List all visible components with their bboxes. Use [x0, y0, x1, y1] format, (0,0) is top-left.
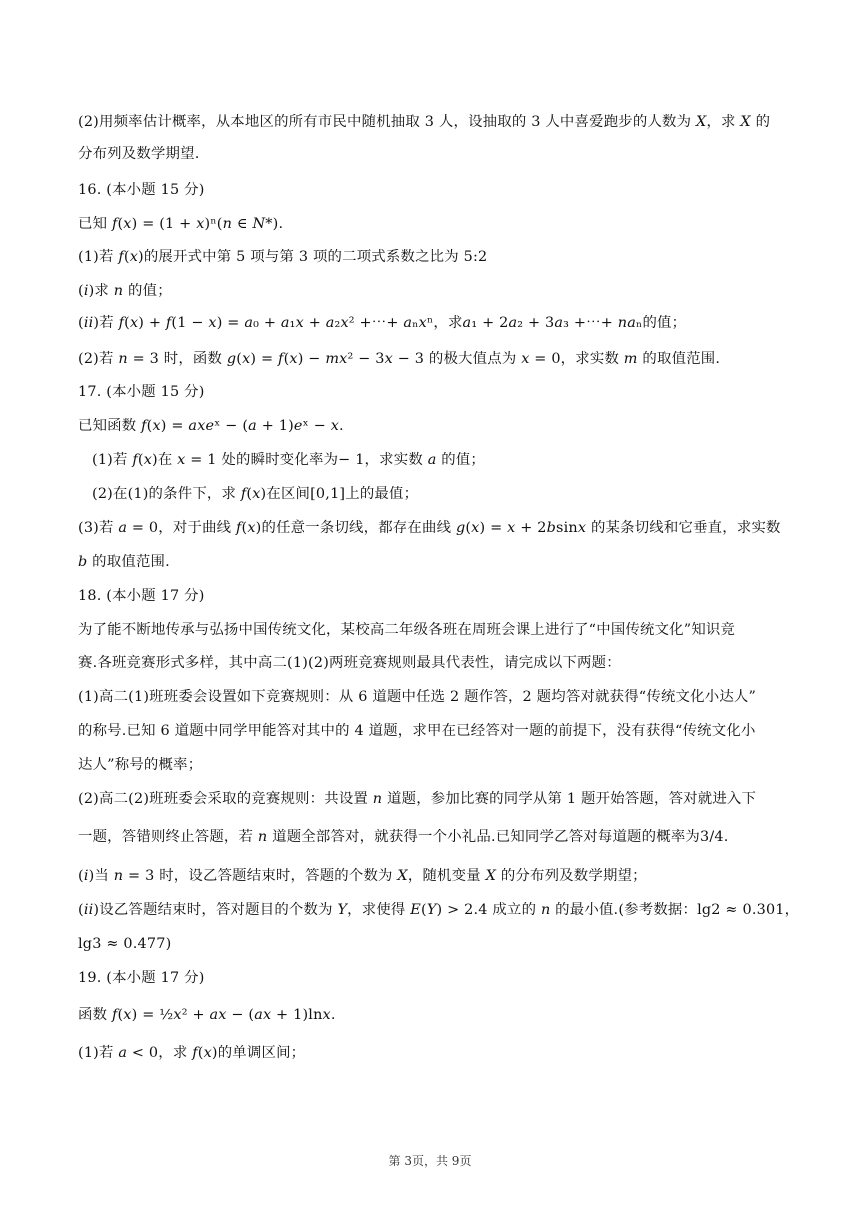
text-line: 分布列及数学期望.	[78, 146, 200, 162]
text-line: 函数 𝑓(𝑥) = ½𝑥² + 𝑎𝑥 − (𝑎𝑥 + 1)ln𝑥.	[78, 1007, 336, 1023]
text-line: (1)若 𝑓(𝑥)在 𝑥 = 1 处的瞬时变化率为− 1，求实数 𝑎 的值；	[92, 452, 486, 468]
text-line: (2)高二(2)班班委会采取的竞赛规则：共设置 𝑛 道题，参加比赛的同学从第 1 题开始答题，答对就进入下	[78, 791, 757, 807]
question-heading: 17. (本小题 15 分)	[78, 384, 205, 400]
text-line: 赛.各班竞赛形式多样，其中高二(1)(2)两班竞赛规则最具代表性，请完成以下两题：	[78, 655, 621, 671]
question-heading: 19. (本小题 17 分)	[78, 970, 205, 986]
text-line: (1)若 𝑎 < 0，求 𝑓(𝑥)的单调区间；	[78, 1045, 306, 1061]
text-line: 达人”称号的概率；	[78, 757, 203, 773]
text-line: (𝑖𝑖)若 𝑓(𝑥) + 𝑓(1 − 𝑥) = 𝑎₀ + 𝑎₁𝑥 + 𝑎₂𝑥² +⋯+ 𝑎ₙ𝑥ⁿ，求𝑎₁ + 2𝑎₂ + 3𝑎₃ +⋯+ 𝑛𝑎ₙ的值；	[78, 315, 687, 331]
question-heading: 16. (本小题 15 分)	[78, 182, 205, 198]
text-line: (𝑖)求 𝑛 的值；	[78, 283, 172, 299]
text-line: (3)若 𝑎 = 0，对于曲线 𝑓(𝑥)的任意一条切线，都存在曲线 𝑔(𝑥) = 𝑥 + 2𝑏sin𝑥 的某条切线和它垂直，求实数	[78, 520, 781, 536]
text-line: 的称号.已知 6 道题中同学甲能答对其中的 4 道题，求甲在已经答对一题的前提下，没有获得“传统文化小	[78, 723, 756, 739]
text-line: (2)在(1)的条件下，求 𝑓(𝑥)在区间[0,1]上的最值；	[92, 486, 419, 502]
text-line: (𝑖𝑖)设乙答题结束时，答对题目的个数为 𝑌，求使得 𝐸(𝑌) > 2.4 成立的 𝑛 的最小值.(参考数据：lg2 ≈ 0.301，	[78, 902, 800, 918]
text-line: 已知函数 𝑓(𝑥) = 𝑎𝑥𝑒ˣ − (𝑎 + 1)𝑒ˣ − 𝑥.	[78, 418, 344, 434]
text-line: 已知 𝑓(𝑥) = (1 + 𝑥)ⁿ(𝑛 ∈ 𝑁*).	[78, 216, 284, 232]
question-heading: 18. (本小题 17 分)	[78, 588, 205, 604]
text-line: (1)若 𝑓(𝑥)的展开式中第 5 项与第 3 项的二项式系数之比为 5:2	[78, 249, 488, 265]
text-line: 为了能不断地传承与弘扬中国传统文化，某校高二年级各班在周班会课上进行了“中国传统文化”知识竞	[78, 622, 736, 638]
text-line: (2)若 𝑛 = 3 时，函数 𝑔(𝑥) = 𝑓(𝑥) − 𝑚𝑥² − 3𝑥 − 3 的极大值点为 𝑥 = 0，求实数 𝑚 的取值范围.	[78, 351, 721, 367]
page-footer: 第 3页，共 9页	[388, 1154, 472, 1168]
text-line: (2)用频率估计概率，从本地区的所有市民中随机抽取 3 人，设抽取的 3 人中喜爱跑步的人数为 𝑋，求 𝑋 的	[78, 114, 771, 130]
text-line: lg3 ≈ 0.477)	[78, 936, 172, 952]
text-line: (𝑖)当 𝑛 = 3 时，设乙答题结束时，答题的个数为 𝑋，随机变量 𝑋 的分布列及数学期望；	[78, 868, 647, 884]
text-line: 一题，答错则终止答题，若 𝑛 道题全部答对，就获得一个小礼品.已知同学乙答对每道题的概率为3/4.	[78, 829, 729, 845]
text-line: (1)高二(1)班班委会设置如下竞赛规则：从 6 道题中任选 2 题作答，2 题均答对就获得“传统文化小达人”	[78, 689, 757, 705]
text-line: 𝑏 的取值范围.	[78, 554, 170, 570]
